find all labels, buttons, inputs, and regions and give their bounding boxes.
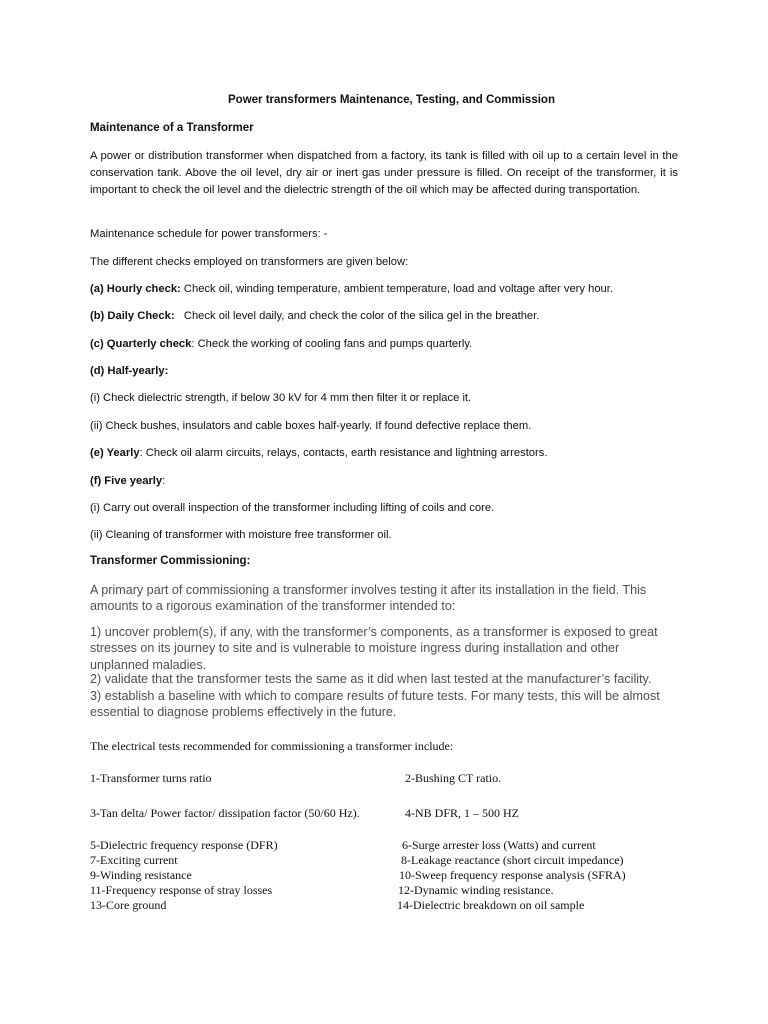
checks-intro-line: The different checks employed on transformers are given below: xyxy=(90,256,409,268)
commissioning-goal-3: 3) establish a baseline with which to compare results of future tests. For many tests, this will be almost essential to diagnose problems effectively in the future. xyxy=(90,689,660,720)
commissioning-intro-paragraph: A primary part of commissioning a transformer involves testing it after its installation in the field. This amounts to a rigorous examination of the transformer intended to: xyxy=(90,583,647,614)
test-item-11: 11-Frequency response of stray losses xyxy=(90,883,273,897)
half-yearly-check-label: (d) Half-yearly: xyxy=(90,365,169,377)
quarterly-check-text: : Check the working of cooling fans and pumps quarterly. xyxy=(191,338,473,350)
five-yearly-check-label: (f) Five yearly xyxy=(90,475,163,487)
test-item-8: 8-Leakage reactance (short circuit impedance) xyxy=(401,853,624,867)
hourly-check-label: (a) Hourly check: xyxy=(90,283,181,295)
commissioning-goal-1: 1) uncover problem(s), if any, with the transformer’s components, as a transformer is exposed to great stresses on its journey to site and is vulnerable to moisture ingress during installation and other unplanned maladies. xyxy=(90,625,658,672)
test-item-7: 7-Exciting current xyxy=(90,853,178,867)
commissioning-heading: Transformer Commissioning: xyxy=(90,555,251,567)
maintenance-heading: Maintenance of a Transformer xyxy=(90,122,254,134)
half-yearly-item-ii: (ii) Check bushes, insulators and cable boxes half-yearly. If found defective replace them. xyxy=(90,420,532,432)
test-item-12: 12-Dynamic winding resistance. xyxy=(398,883,554,897)
daily-check-text: Check oil level daily, and check the color of the silica gel in the breather. xyxy=(174,310,540,322)
five-yearly-item-ii: (ii) Cleaning of transformer with moisture free transformer oil. xyxy=(90,529,392,541)
yearly-check-item xyxy=(90,445,547,462)
test-item-3: 3-Tan delta/ Power factor/ dissipation factor (50/60 Hz). xyxy=(90,806,360,820)
hourly-check-item xyxy=(90,281,613,298)
five-yearly-check-text: : xyxy=(162,475,166,487)
test-item-4: 4-NB DFR, 1 – 500 HZ xyxy=(405,806,520,820)
tests-intro-line: The electrical tests recommended for commissioning a transformer include: xyxy=(90,739,454,753)
test-item-2: 2-Bushing CT ratio. xyxy=(405,771,502,785)
maintenance-schedule-line: Maintenance schedule for power transformers: - xyxy=(90,228,328,240)
test-item-9: 9-Winding resistance xyxy=(90,868,192,882)
test-item-6: 6-Surge arrester loss (Watts) and current xyxy=(402,838,596,852)
daily-check-label: (b) Daily Check: xyxy=(90,310,175,322)
quarterly-check-item xyxy=(90,336,472,353)
test-item-14: 14-Dielectric breakdown on oil sample xyxy=(397,898,585,912)
quarterly-check-label: (c) Quarterly check xyxy=(90,338,192,350)
document-title: Power transformers Maintenance, Testing, and Commission xyxy=(228,94,555,106)
yearly-check-text: : Check oil alarm circuits, relays, contacts, earth resistance and lightning arrestors. xyxy=(139,447,548,459)
hourly-check-text: Check oil, winding temperature, ambient temperature, load and voltage after very hour. xyxy=(180,283,613,295)
test-item-5: 5-Dielectric frequency response (DFR) xyxy=(90,838,278,852)
commissioning-goal-2: 2) validate that the transformer tests the same as it did when last tested at the manufacturer’s facility. xyxy=(90,672,652,686)
five-yearly-item-i: (i) Carry out overall inspection of the transformer including lifting of coils and core. xyxy=(90,502,495,514)
half-yearly-item-i: (i) Check dielectric strength, if below 30 kV for 4 mm then filter it or replace it. xyxy=(90,392,472,404)
maintenance-intro-paragraph: A power or distribution transformer when dispatched from a factory, its tank is filled with oil up to a certain level in the conservation tank. Above the oil level, dry air or inert gas under pressure is filled. On receipt of the transformer, it is important to check the oil level and the dielectric strength of the oil which may be affected during transportation. xyxy=(90,150,678,196)
yearly-check-label: (e) Yearly xyxy=(90,447,140,459)
test-item-10: 10-Sweep frequency response analysis (SFRA) xyxy=(399,868,626,882)
test-item-1: 1-Transformer turns ratio xyxy=(90,771,212,785)
half-yearly-check-item xyxy=(90,363,168,380)
five-yearly-check-item xyxy=(90,473,165,490)
test-item-13: 13-Core ground xyxy=(90,898,167,912)
daily-check-item xyxy=(90,308,539,325)
